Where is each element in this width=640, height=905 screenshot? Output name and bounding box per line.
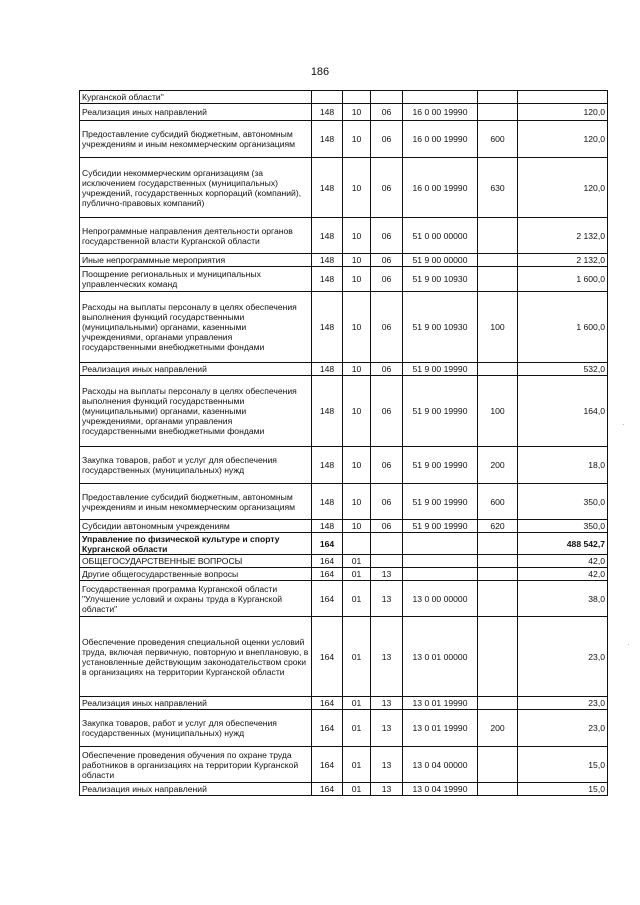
row-rz: 10: [343, 520, 371, 533]
row-vr: 200: [478, 447, 518, 484]
row-rz: 10: [343, 363, 371, 376]
row-name: Курганской области": [80, 91, 312, 104]
row-rz: [343, 91, 371, 104]
row-sum: 488 542,7: [518, 533, 608, 555]
row-sum: 15,0: [518, 747, 608, 783]
row-vr: [478, 104, 518, 121]
row-cs: [403, 533, 478, 555]
row-cs: [403, 555, 478, 568]
table-row: [80, 363, 608, 376]
row-name: Предоставление субсидий бюджетным, автономным учреждениям и иным некоммерческим организациям: [80, 484, 312, 520]
row-cs: 13 0 01 19990: [403, 697, 478, 710]
row-vr: 630: [478, 158, 518, 218]
row-pr: [371, 91, 403, 104]
row-ved: 164: [312, 747, 343, 783]
row-rz: 01: [343, 617, 371, 697]
row-cs: 51 9 00 00000: [403, 254, 478, 267]
page-number: 186: [310, 66, 330, 78]
row-pr: 13: [371, 617, 403, 697]
row-rz: [343, 533, 371, 555]
row-cs: 51 9 00 19990: [403, 520, 478, 533]
row-name: Расходы на выплаты персоналу в целях обеспечения выполнения функций государственными (муниципальными) органами, казенными учреждениями, органами управления государственными внебюджетными фондами: [80, 292, 312, 363]
row-rz: 10: [343, 254, 371, 267]
row-rz: 10: [343, 104, 371, 121]
row-name: Расходы на выплаты персоналу в целях обеспечения выполнения функций государственными (муниципальными) органами, казенными учреждениями, органами управления государственными внебюджетными фондами: [80, 376, 312, 447]
row-rz: 10: [343, 121, 371, 158]
row-cs: [403, 91, 478, 104]
row-pr: 06: [371, 363, 403, 376]
row-ved: 164: [312, 697, 343, 710]
row-name: Реализация иных направлений: [80, 104, 312, 121]
table-row: [80, 267, 608, 292]
row-pr: 06: [371, 520, 403, 533]
row-rz: 10: [343, 447, 371, 484]
table-row: [80, 697, 608, 710]
row-name: Реализация иных направлений: [80, 363, 312, 376]
row-ved: 148: [312, 447, 343, 484]
row-cs: 51 9 00 10930: [403, 292, 478, 363]
row-cs: 51 9 00 19990: [403, 363, 478, 376]
row-vr: [478, 783, 518, 796]
row-vr: 200: [478, 710, 518, 747]
row-name: Поощрение региональных и муниципальных управленческих команд: [80, 267, 312, 292]
row-cs: 13 0 04 19990: [403, 783, 478, 796]
row-rz: 10: [343, 292, 371, 363]
row-pr: 06: [371, 218, 403, 254]
row-ved: 148: [312, 376, 343, 447]
row-vr: [478, 363, 518, 376]
row-pr: 13: [371, 783, 403, 796]
row-ved: 148: [312, 520, 343, 533]
row-sum: 23,0: [518, 697, 608, 710]
row-pr: 13: [371, 581, 403, 617]
row-name: Субсидии автономным учреждениям: [80, 520, 312, 533]
row-ved: [312, 91, 343, 104]
row-cs: 51 0 00 00000: [403, 218, 478, 254]
table-row: [80, 292, 608, 363]
table-row: [80, 555, 608, 568]
row-cs: 13 0 00 00000: [403, 581, 478, 617]
row-sum: 120,0: [518, 104, 608, 121]
row-sum: 2 132,0: [518, 254, 608, 267]
table-row: [80, 568, 608, 581]
table-row: [80, 121, 608, 158]
row-pr: 06: [371, 158, 403, 218]
table-row: [80, 533, 608, 555]
row-name: Реализация иных направлений: [80, 783, 312, 796]
row-ved: 164: [312, 581, 343, 617]
row-ved: 164: [312, 783, 343, 796]
row-pr: [371, 555, 403, 568]
row-cs: 51 9 00 10930: [403, 267, 478, 292]
row-vr: 600: [478, 484, 518, 520]
row-ved: 148: [312, 363, 343, 376]
row-sum: 42,0: [518, 555, 608, 568]
row-name: Другие общегосударственные вопросы: [80, 568, 312, 581]
row-cs: 13 0 01 19990: [403, 710, 478, 747]
row-sum: 350,0: [518, 520, 608, 533]
row-vr: [478, 91, 518, 104]
row-ved: 148: [312, 484, 343, 520]
row-rz: 01: [343, 710, 371, 747]
row-vr: [478, 581, 518, 617]
row-name: Предоставление субсидий бюджетным, автономным учреждениям и иным некоммерческим организациям: [80, 121, 312, 158]
row-ved: 148: [312, 254, 343, 267]
row-sum: 23,0: [518, 617, 608, 697]
table-row: [80, 91, 608, 104]
table-row: [80, 617, 608, 697]
row-pr: [371, 533, 403, 555]
row-cs: 51 9 00 19990: [403, 447, 478, 484]
row-ved: 148: [312, 267, 343, 292]
row-cs: 16 0 00 19990: [403, 158, 478, 218]
table-row: [80, 581, 608, 617]
row-name: Иные непрограммные мероприятия: [80, 254, 312, 267]
row-vr: 100: [478, 376, 518, 447]
row-sum: 18,0: [518, 447, 608, 484]
table-row: [80, 747, 608, 783]
row-name: Закупка товаров, работ и услуг для обеспечения государственных (муниципальных) нужд: [80, 710, 312, 747]
row-cs: 16 0 00 19990: [403, 121, 478, 158]
row-pr: 13: [371, 710, 403, 747]
row-name: Управление по физической культуре и спорту Курганской области: [80, 533, 312, 555]
row-rz: 10: [343, 267, 371, 292]
row-cs: [403, 568, 478, 581]
row-ved: 164: [312, 568, 343, 581]
row-sum: 1 600,0: [518, 292, 608, 363]
row-sum: 164,0: [518, 376, 608, 447]
table-row: [80, 104, 608, 121]
row-sum: 532,0: [518, 363, 608, 376]
row-rz: 10: [343, 158, 371, 218]
table-row: [80, 254, 608, 267]
row-ved: 164: [312, 555, 343, 568]
row-vr: [478, 747, 518, 783]
row-name: Закупка товаров, работ и услуг для обеспечения государственных (муниципальных) нужд: [80, 447, 312, 484]
table-row: [80, 218, 608, 254]
scan-mark: ·: [627, 640, 630, 649]
row-vr: 100: [478, 292, 518, 363]
row-sum: 120,0: [518, 121, 608, 158]
table-row: [80, 710, 608, 747]
budget-table: [79, 90, 608, 796]
row-ved: 148: [312, 121, 343, 158]
row-name: Непрограммные направления деятельности органов государственной власти Курганской области: [80, 218, 312, 254]
table-row: [80, 376, 608, 447]
row-sum: 120,0: [518, 158, 608, 218]
row-pr: 06: [371, 267, 403, 292]
row-rz: 01: [343, 747, 371, 783]
row-vr: [478, 555, 518, 568]
row-sum: 38,0: [518, 581, 608, 617]
row-name: Обеспечение проведения обучения по охране труда работников в организациях на территории Курганской области: [80, 747, 312, 783]
row-sum: [518, 91, 608, 104]
row-pr: 06: [371, 121, 403, 158]
row-ved: 164: [312, 710, 343, 747]
row-pr: 06: [371, 254, 403, 267]
row-sum: 1 600,0: [518, 267, 608, 292]
row-rz: 01: [343, 568, 371, 581]
row-rz: 01: [343, 783, 371, 796]
row-name: Государственная программа Курганской области "Улучшение условий и охраны труда в Курганской области": [80, 581, 312, 617]
row-name: ОБЩЕГОСУДАРСТВЕННЫЕ ВОПРОСЫ: [80, 555, 312, 568]
row-ved: 164: [312, 617, 343, 697]
row-ved: 148: [312, 218, 343, 254]
row-vr: [478, 617, 518, 697]
row-cs: 51 9 00 19990: [403, 484, 478, 520]
row-ved: 164: [312, 533, 343, 555]
row-sum: 23,0: [518, 710, 608, 747]
row-sum: 42,0: [518, 568, 608, 581]
row-vr: [478, 267, 518, 292]
table-row: [80, 447, 608, 484]
row-rz: 01: [343, 697, 371, 710]
row-vr: [478, 218, 518, 254]
row-rz: 10: [343, 218, 371, 254]
row-vr: [478, 697, 518, 710]
row-pr: 06: [371, 104, 403, 121]
row-rz: 10: [343, 484, 371, 520]
row-vr: [478, 254, 518, 267]
scan-mark: ·: [622, 420, 625, 429]
row-pr: 13: [371, 568, 403, 581]
row-cs: 13 0 01 00000: [403, 617, 478, 697]
table-row: [80, 520, 608, 533]
row-vr: [478, 568, 518, 581]
row-name: Субсидии некоммерческим организациям (за исключением государственных (муниципальных) учреждений, государственных корпораций (компаний), публично-правовых компаний): [80, 158, 312, 218]
row-vr: 620: [478, 520, 518, 533]
row-vr: 600: [478, 121, 518, 158]
row-rz: 01: [343, 555, 371, 568]
row-pr: 06: [371, 484, 403, 520]
row-name: Реализация иных направлений: [80, 697, 312, 710]
row-sum: 15,0: [518, 783, 608, 796]
table-row: [80, 783, 608, 796]
row-ved: 148: [312, 292, 343, 363]
row-ved: 148: [312, 104, 343, 121]
row-vr: [478, 533, 518, 555]
row-sum: 2 132,0: [518, 218, 608, 254]
row-pr: 06: [371, 447, 403, 484]
row-pr: 13: [371, 697, 403, 710]
row-sum: 350,0: [518, 484, 608, 520]
row-cs: 51 9 00 19990: [403, 376, 478, 447]
table-row: [80, 484, 608, 520]
table-row: [80, 158, 608, 218]
row-name: Обеспечение проведения специальной оценки условий труда, включая первичную, повторную и внеплановую, в установленные действующим законодательством сроки в организациях на территории Курганской области: [80, 617, 312, 697]
row-rz: 10: [343, 376, 371, 447]
row-pr: 13: [371, 747, 403, 783]
row-ved: 148: [312, 158, 343, 218]
row-pr: 06: [371, 376, 403, 447]
row-cs: 16 0 00 19990: [403, 104, 478, 121]
row-cs: 13 0 04 00000: [403, 747, 478, 783]
row-pr: 06: [371, 292, 403, 363]
row-rz: 01: [343, 581, 371, 617]
